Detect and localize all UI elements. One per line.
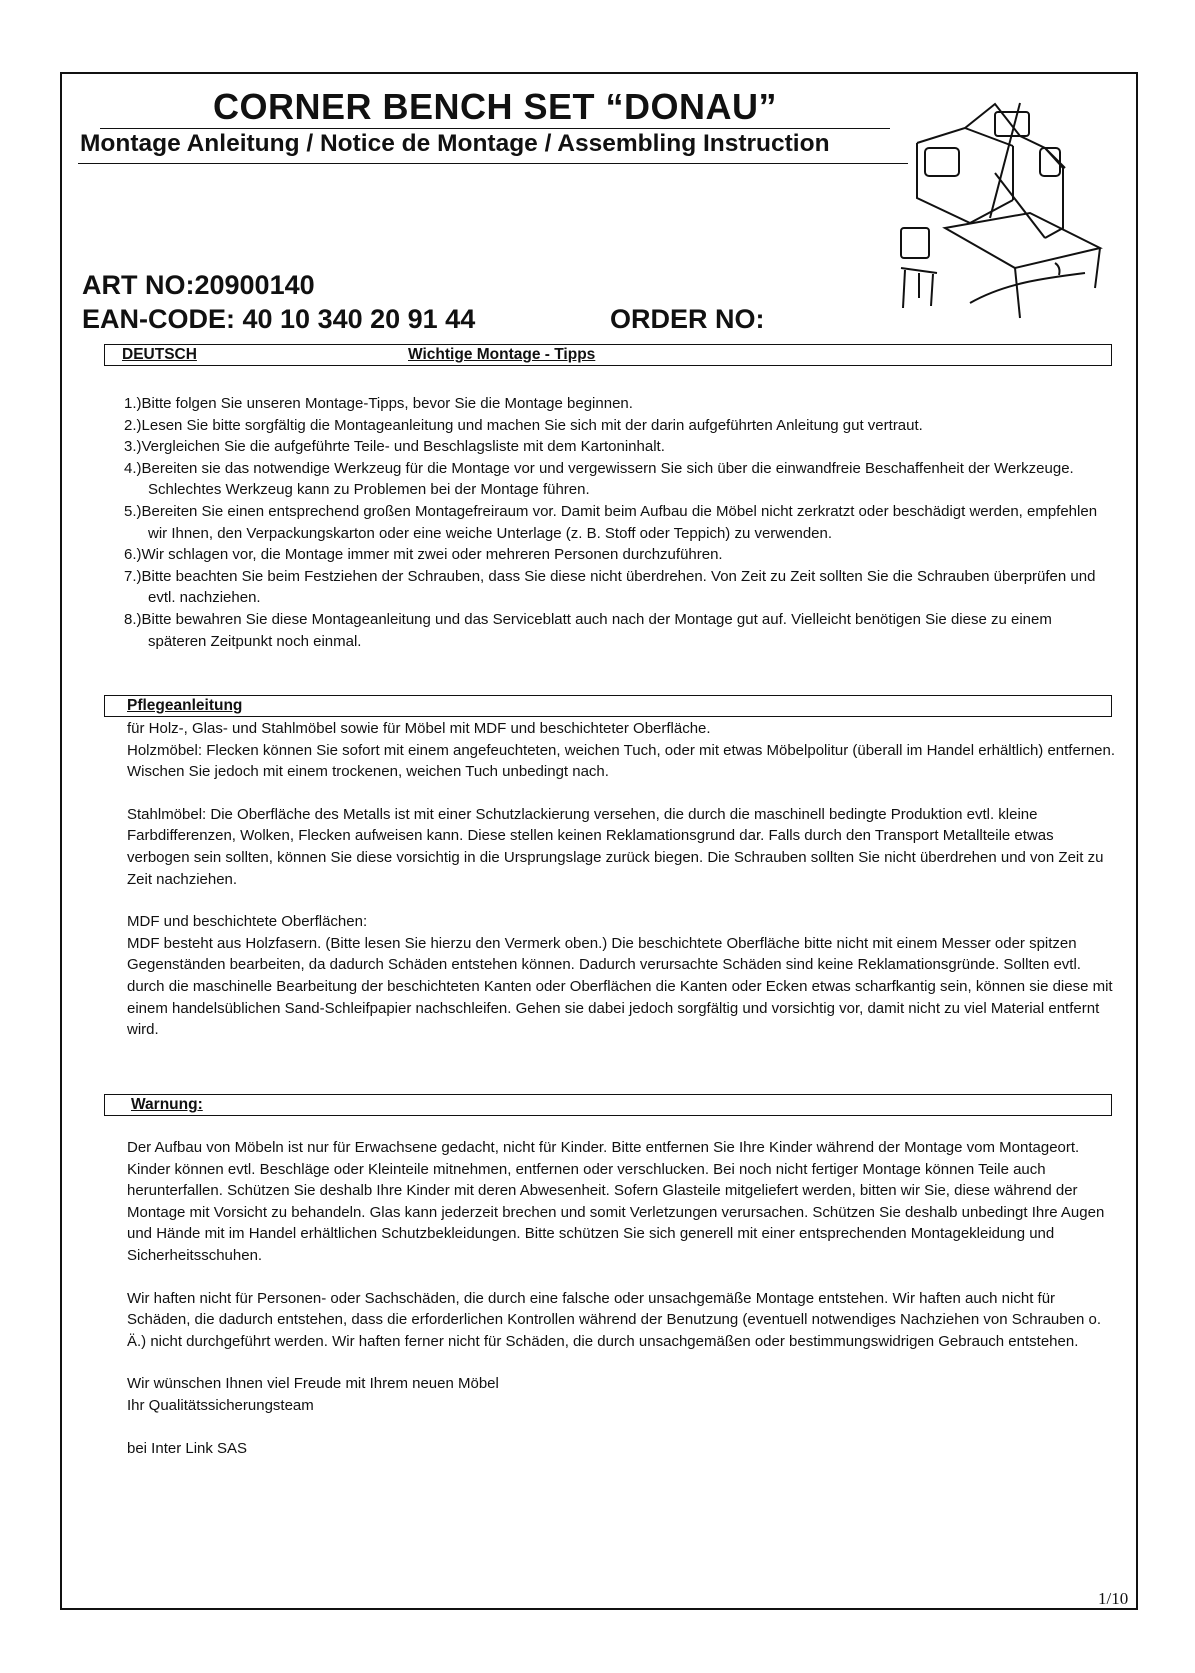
document-title: CORNER BENCH SET “DONAU” xyxy=(212,86,778,127)
tip-item: 3.)Vergleichen Sie die aufgeführte Teile- und Beschlagsliste mit dem Kartoninhalt. xyxy=(124,438,665,456)
tip-item: 4.)Bereiten sie das notwendige Werkzeug für die Montage vor und vergewissern Sie sich über die einwandfreie Beschaffenheit der Werkzeuge. Schlechtes Werkzeug kann zu Problemen bei der Montage führen. xyxy=(124,459,1074,499)
warning-section-bar xyxy=(104,1094,1112,1116)
tip-item: 2.)Lesen Sie bitte sorgfältig die Montageanleitung und machen Sie sich mit der darin aufgeführten Anleitung gut vertraut. xyxy=(124,416,923,434)
care-mdf-text: MDF besteht aus Holzfasern. (Bitte lesen Sie hierzu den Vermerk oben.) Die beschichtete Oberfläche bitte nicht mit einem Messer oder spitzen Gegenständen bearbeiten, da dadurch Schäden entstehen können. Dadurch verursachte Schäden sind keine Reklamationsgründe. Sollten evtl. durch die maschinelle Bearbeitung der beschichteten Kanten oder Oberflächen die Kanten oder Ecken etwas scharfkantig sein, können sie diese mit einem handelsüblichen Sand-Schleifpapier nachschleifen. Gehen sie dabei jedoch sorgfältig und vorsichtig vor, damit nicht zu viel Material entfernt wird. xyxy=(127,934,1113,1039)
liability-paragraph: Wir haften nicht für Personen- oder Sachschäden, die durch eine falsche oder unsachgemäße Montage entstehen. Wir haften auch nicht für Schäden, die dadurch entstehen, dass die erforderlichen Kontrollen während der Benutzung (eventuell notwendiges Nachziehen von Schrauben o. Ä.) nicht durchgeführt werden. Wir haften ferner nicht für Schäden, die durch unsachgemäßen oder bestimmungswidrigen Gebrauch entstehen. xyxy=(127,1289,1101,1350)
closing-line: Wir wünschen Ihnen viel Freude mit Ihrem neuen Möbel xyxy=(127,1375,499,1393)
signoff-line: bei Inter Link SAS xyxy=(127,1439,248,1457)
warning-text xyxy=(127,1137,1117,1459)
care-mdf-heading: MDF und beschichtete Oberflächen: xyxy=(127,913,368,931)
care-wood: Holzmöbel: Flecken können Sie sofort mit einem angefeuchteten, weichen Tuch, oder mit etwas Möbelpolitur (überall im Handel erhältlich) entfernen. Wischen Sie jedoch mit einem trockenen, weichen Tuch unbedingt nach. xyxy=(127,741,1116,781)
care-section-bar xyxy=(104,695,1112,717)
article-number: ART NO:20900140 xyxy=(82,270,315,300)
page-number: 1/10 xyxy=(1098,1589,1129,1608)
subtitle-underline xyxy=(78,163,908,164)
tips-section-bar xyxy=(104,344,1112,366)
tip-item: 8.)Bitte bewahren Sie diese Montageanleitung und das Serviceblatt auch nach der Montage gut auf. Vielleicht benötigen Sie diese zu einem späteren Zeitpunkt noch einmal. xyxy=(124,610,1052,650)
title-underline xyxy=(100,128,890,129)
tip-item: 5.)Bereiten Sie einen entsprechend großen Montagefreiraum vor. Damit beim Aufbau die Möbel nicht zerkratzt oder beschädigt werden, empfehlen wir Ihnen, den Verpackungskarton oder eine weiche Unterlage (z. B. Stoff oder Teppich) zu verwenden. xyxy=(124,502,1098,542)
tip-item: 6.)Wir schlagen vor, die Montage immer mit zwei oder mehreren Personen durchzuführen. xyxy=(124,546,723,564)
care-intro: für Holz-, Glas- und Stahlmöbel sowie für Möbel mit MDF und beschichteter Oberfläche. xyxy=(127,720,711,737)
care-heading: Pflegeanleitung xyxy=(127,697,243,714)
ean-code: EAN-CODE: 40 10 340 20 91 44 xyxy=(82,304,476,334)
tip-item: 1.)Bitte folgen Sie unseren Montage-Tipps, bevor Sie die Montage beginnen. xyxy=(124,395,633,412)
warning-paragraph: Der Aufbau von Möbeln ist nur für Erwachsene gedacht, nicht für Kinder. Bitte entfernen Sie Ihre Kinder während der Montage vom Montageort. Kinder können evtl. Beschläge oder Kleinteile mitnehmen, entfernen oder verschlucken. Bei noch nicht fertiger Montage können Teile auch herunterfallen. Schützen Sie deshalb Ihre Kinder mit deren Abwesenheit. Sofern Glasteile mitgeliefert werden, bitten wir Sie, diese während der Montage mit Vorsicht zu behandeln. Glas kann jederzeit brechen und somit Verletzungen verursachen. Schützen Sie deshalb unbedingt Ihre Augen und Hände mit im Handel erhältlichen Schutzbekleidungen. Bitte schützen Sie sich generell mit einer entsprechenden Montagekleidung und Sicherheitsschuhen. xyxy=(127,1139,1105,1264)
tips-list xyxy=(124,393,1114,652)
tip-item: 7.)Bitte beachten Sie beim Festziehen der Schrauben, dass Sie diese nicht überdrehen. Von Zeit zu Zeit sollten Sie die Schrauben überprüfen und evtl. nachziehen. xyxy=(124,567,1096,607)
team-line: Ihr Qualitätssicherungsteam xyxy=(127,1396,314,1414)
warning-heading: Warnung: xyxy=(131,1096,203,1113)
care-text xyxy=(127,718,1117,1041)
language-label: DEUTSCH xyxy=(122,346,197,363)
document-subtitle: Montage Anleitung / Notice de Montage / Assembling Instruction xyxy=(80,130,830,157)
corner-bench-illustration xyxy=(895,88,1130,338)
care-steel: Stahlmöbel: Die Oberfläche des Metalls ist mit einer Schutzlackierung versehen, die durch die maschinell bedingte Produktion evtl. kleine Farbdifferenzen, Wolken, Flecken aufweisen kann. Diese stellen keinen Reklamationsgrund dar. Falls durch den Transport Metallteile etwas verbogen sein sollten, können Sie diese vorsichtig in die Ursprungslage zurück biegen. Die Schrauben sollten Sie nicht überdrehen und von Zeit zu Zeit nachziehen. xyxy=(127,805,1104,888)
order-number-label: ORDER NO: xyxy=(610,304,765,334)
tips-heading: Wichtige Montage - Tipps xyxy=(408,346,596,363)
